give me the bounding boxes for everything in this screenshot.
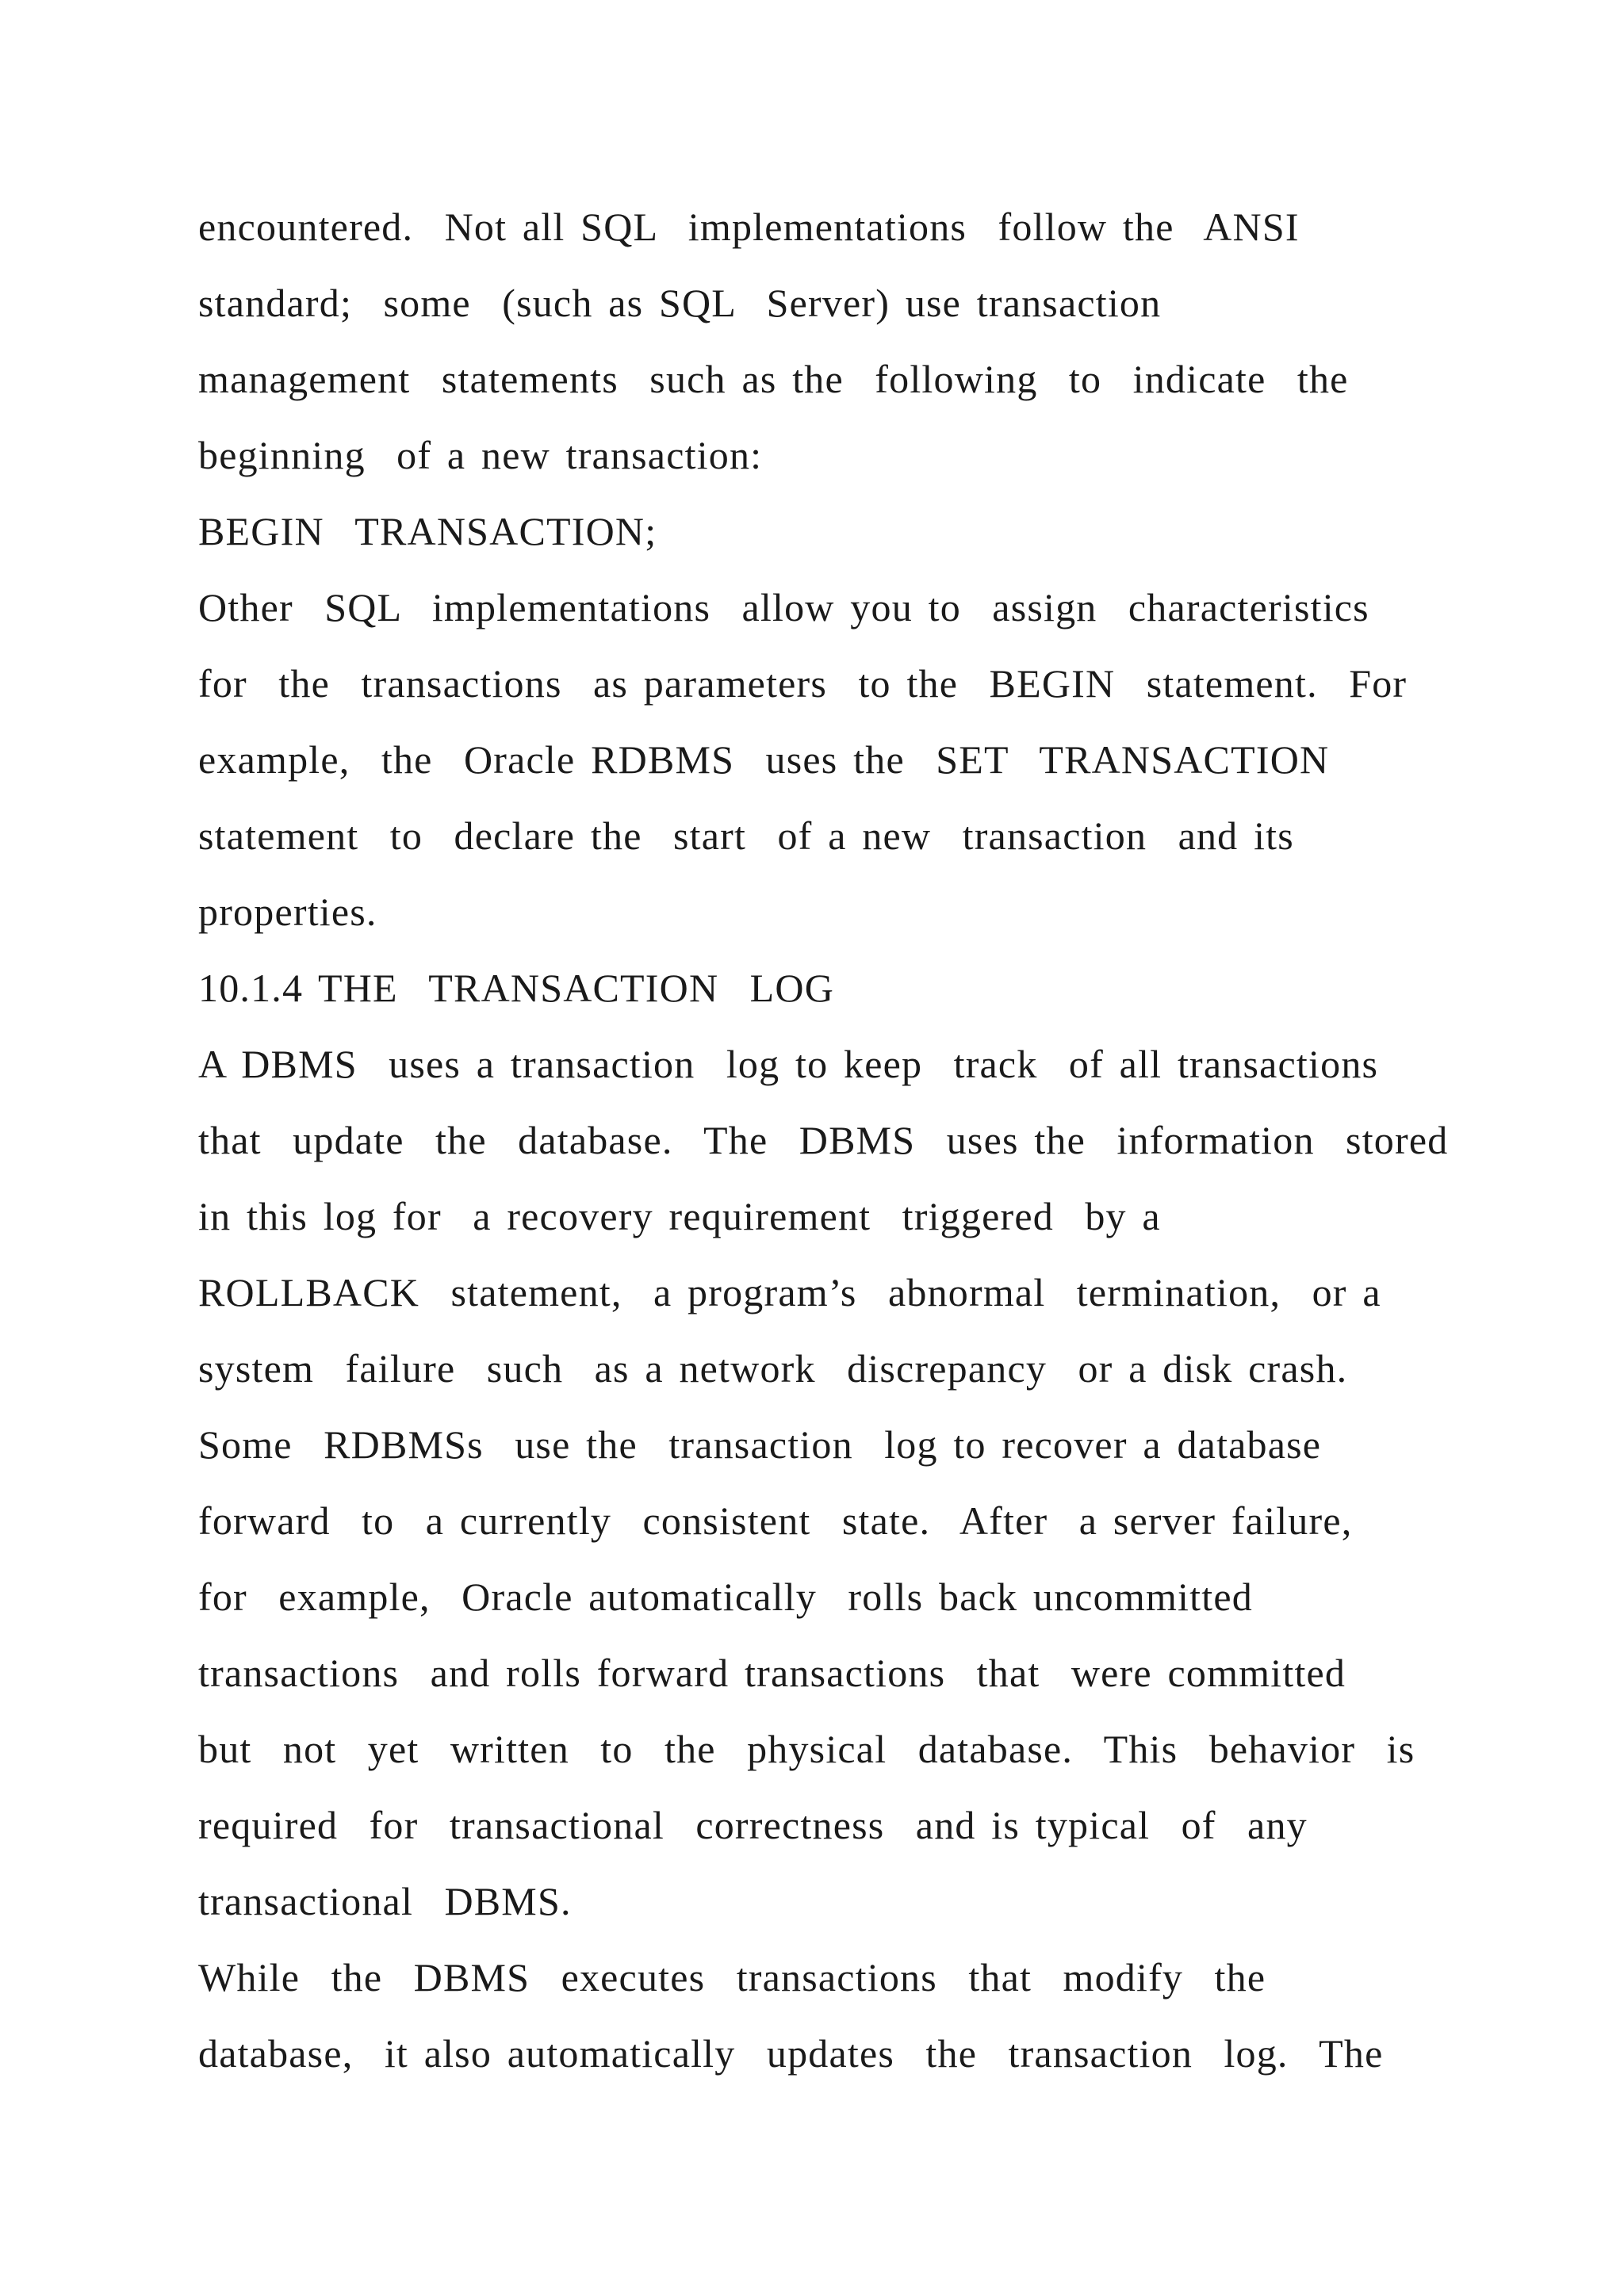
text-line: transactions and rolls forward transactions that were committed [198,1651,1346,1695]
text-line: While the DBMS executes transactions that modify the [198,1955,1266,1999]
text-line: Some RDBMSs use the transaction log to recover a database [198,1422,1322,1467]
text-line: standard; some (such as SQL Server) use transaction [198,281,1162,325]
text-line: but not yet written to the physical database. This behavior is [198,1727,1415,1771]
text-line: encountered. Not all SQL implementations follow the ANSI [198,205,1300,249]
text-line: ROLLBACK statement, a program’s abnormal termination, or a [198,1270,1381,1314]
text-line: management statements such as the following to indicate the [198,357,1349,401]
text-line: for the transactions as parameters to the BEGIN statement. For [198,661,1408,706]
text-line: transactional DBMS. [198,1879,572,1923]
text-line: system failure such as a network discrepancy or a disk crash. [198,1346,1348,1391]
text-line: required for transactional correctness and is typical of any [198,1803,1308,1847]
text-line: properties. [198,890,377,934]
text-line: in this log for a recovery requirement triggered by a [198,1194,1161,1238]
text-line: Other SQL implementations allow you to assign characteristics [198,585,1369,629]
section-heading: 10.1.4 THE TRANSACTION LOG [198,966,835,1010]
code-line: BEGIN TRANSACTION; [198,509,657,553]
text-line: forward to a currently consistent state. After a server failure, [198,1498,1353,1543]
text-line: A DBMS uses a transaction log to keep track of all transactions [198,1042,1379,1086]
text-line: beginning of a new transaction: [198,433,763,477]
text-line: for example, Oracle automatically rolls back uncommitted [198,1575,1253,1619]
text-line: database, it also automatically updates the transaction log. The [198,2031,1384,2076]
body-text [198,189,1546,2091]
text-line: example, the Oracle RDBMS uses the SET TRANSACTION [198,737,1330,782]
text-line: that update the database. The DBMS uses the information stored [198,1118,1449,1162]
text-line: statement to declare the start of a new transaction and its [198,813,1294,858]
